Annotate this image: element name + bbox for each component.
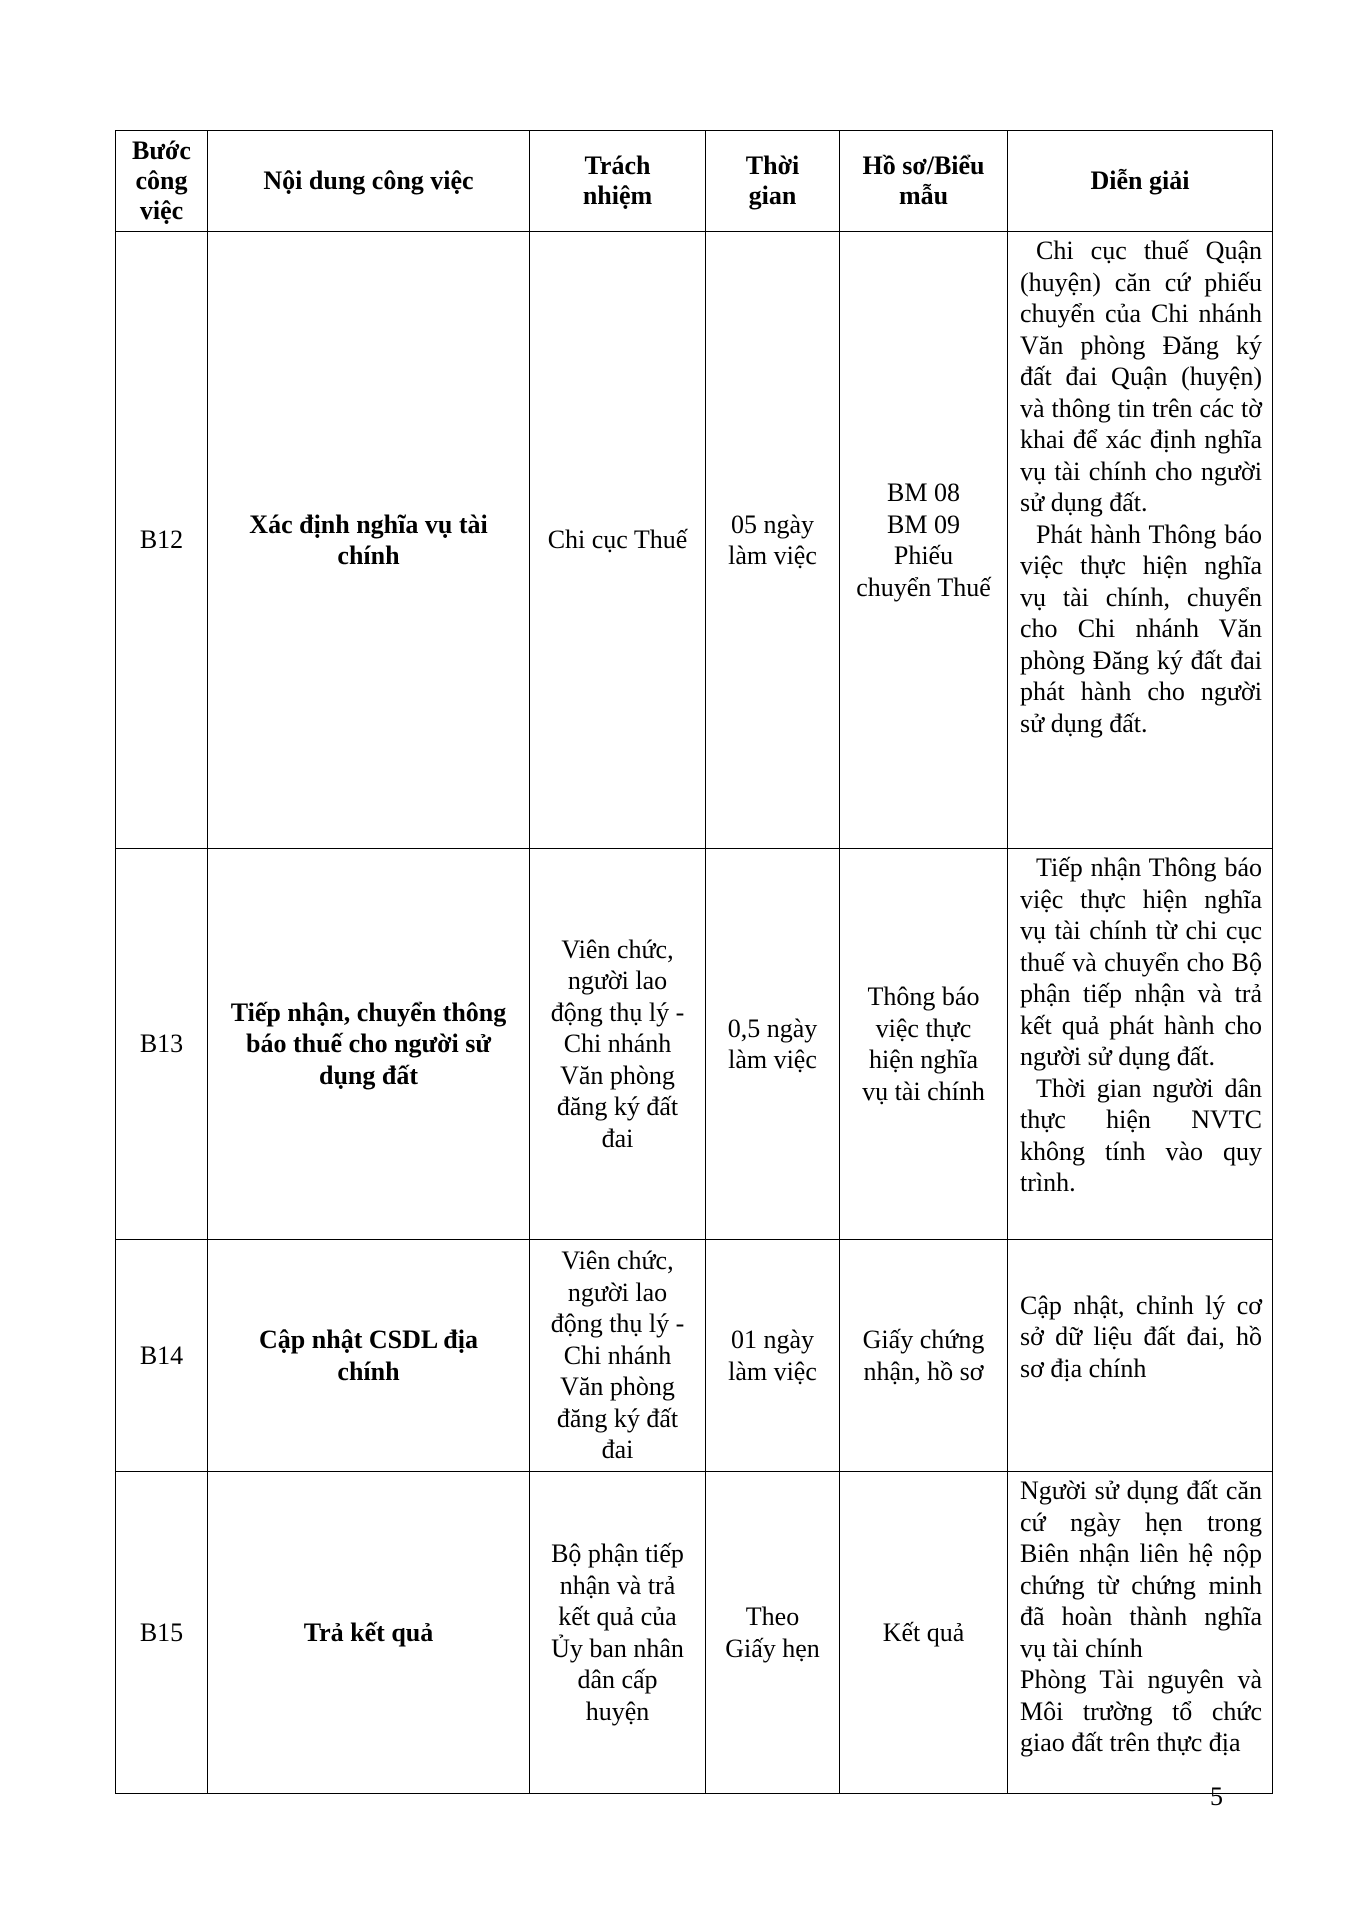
explanation-paragraph: Phòng Tài nguyên và Môi trường tổ chức giao đất trên thực địa bbox=[1020, 1665, 1262, 1757]
explanation-paragraph: Phát hành Thông báo việc thực hiện nghĩa vụ tài chính, chuyển cho Chi nhánh Văn phòng Đăng ký đất đai phát hành cho người sử dụng đất. bbox=[1020, 519, 1262, 738]
explanation-cell bbox=[1008, 1472, 1273, 1794]
responsibility-cell: Bộ phận tiếp nhận và trả kết quả của Ủy ban nhân dân cấp huyện bbox=[530, 1472, 706, 1794]
header-step: Bước công việc bbox=[116, 131, 208, 232]
responsibility-cell: Viên chức, người lao động thụ lý - Chi nhánh Văn phòng đăng ký đất đai bbox=[530, 1240, 706, 1472]
table-row-b14 bbox=[116, 1240, 1273, 1472]
explanation-paragraph: Tiếp nhận Thông báo việc thực hiện nghĩa vụ tài chính từ chi cục thuế và chuyển cho Bộ phận tiếp nhận và trả kết quả phát hành cho người sử dụng đất. bbox=[1020, 853, 1262, 1071]
form-cell: Giấy chứng nhận, hồ sơ bbox=[840, 1240, 1008, 1472]
header-time: Thời gian bbox=[706, 131, 840, 232]
responsibility-cell: Chi cục Thuế bbox=[530, 232, 706, 849]
time-cell: 01 ngày làm việc bbox=[706, 1240, 840, 1472]
header-task: Nội dung công việc bbox=[208, 131, 530, 232]
task-cell: Xác định nghĩa vụ tài chính bbox=[208, 232, 530, 849]
explanation-paragraph: Thời gian người dân thực hiện NVTC không tính vào quy trình. bbox=[1020, 1073, 1262, 1197]
task-cell: Cập nhật CSDL địa chính bbox=[208, 1240, 530, 1472]
header-responsibility: Trách nhiệm bbox=[530, 131, 706, 232]
time-cell: Theo Giấy hẹn bbox=[706, 1472, 840, 1794]
table-header-row bbox=[116, 131, 1273, 232]
header-explanation: Diễn giải bbox=[1008, 131, 1273, 232]
step-cell: B12 bbox=[116, 232, 208, 849]
explanation-paragraph: Cập nhật, chỉnh lý cơ sở dữ liệu đất đai, hồ sơ địa chính bbox=[1020, 1290, 1262, 1383]
form-cell: Thông báo việc thực hiện nghĩa vụ tài chính bbox=[840, 849, 1008, 1240]
form-cell: BM 08 BM 09 Phiếu chuyển Thuế bbox=[840, 232, 1008, 849]
form-cell: Kết quả bbox=[840, 1472, 1008, 1794]
time-cell: 05 ngày làm việc bbox=[706, 232, 840, 849]
page-number: 5 bbox=[1210, 1782, 1223, 1811]
explanation-paragraph: Chi cục thuế Quận (huyện) căn cứ phiếu chuyển của Chi nhánh Văn phòng Đăng ký đất đai Quận (huyện) và thông tin trên các tờ khai để xác định nghĩa vụ tài chính cho người sử dụng đất. bbox=[1020, 236, 1262, 517]
table-row-b12 bbox=[116, 232, 1273, 849]
explanation-cell bbox=[1008, 1240, 1273, 1472]
step-cell: B14 bbox=[116, 1240, 208, 1472]
table-row-b13 bbox=[116, 849, 1273, 1240]
table-row-b15 bbox=[116, 1472, 1273, 1794]
explanation-cell bbox=[1008, 232, 1273, 849]
explanation-cell bbox=[1008, 849, 1273, 1240]
header-form: Hồ sơ/Biểu mẫu bbox=[840, 131, 1008, 232]
step-cell: B15 bbox=[116, 1472, 208, 1794]
task-cell: Tiếp nhận, chuyển thông báo thuế cho người sử dụng đất bbox=[208, 849, 530, 1240]
task-cell: Trả kết quả bbox=[208, 1472, 530, 1794]
time-cell: 0,5 ngày làm việc bbox=[706, 849, 840, 1240]
procedure-table bbox=[115, 130, 1273, 1794]
step-cell: B13 bbox=[116, 849, 208, 1240]
explanation-paragraph: Người sử dụng đất căn cứ ngày hẹn trong Biên nhận liên hệ nộp chứng từ chứng minh đã hoàn thành nghĩa vụ tài chính bbox=[1020, 1476, 1262, 1663]
responsibility-cell: Viên chức, người lao động thụ lý - Chi nhánh Văn phòng đăng ký đất đai bbox=[530, 849, 706, 1240]
